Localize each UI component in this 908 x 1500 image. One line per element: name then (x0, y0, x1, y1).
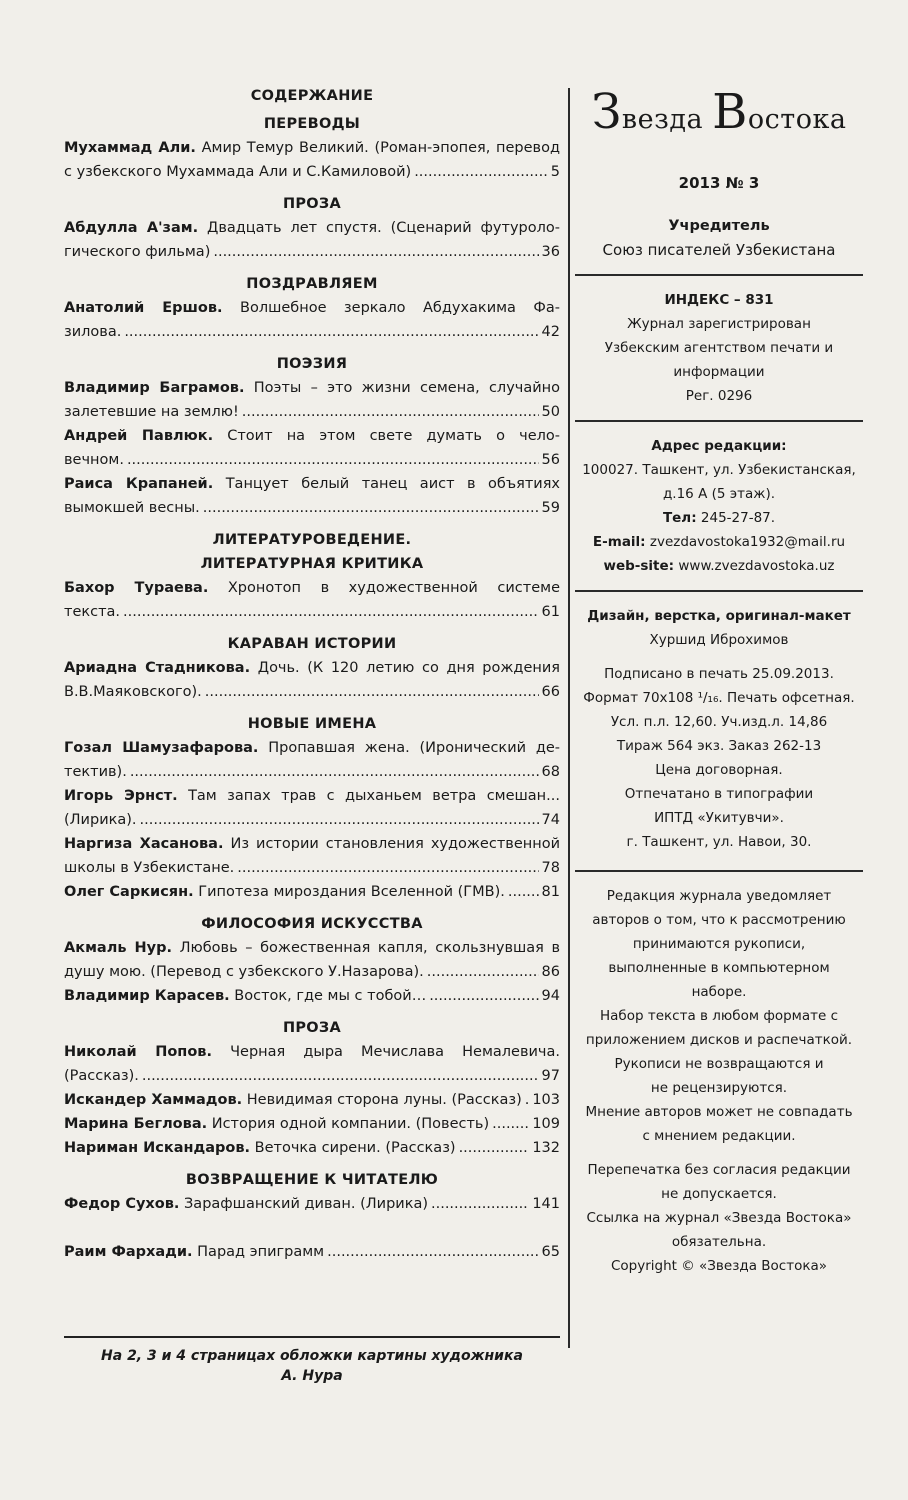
registration-line: Рег. 0296 (685, 388, 753, 404)
toc-page: 5 (550, 164, 560, 180)
toc-leader (205, 680, 539, 704)
toc-entry-line (64, 576, 560, 600)
toc-entry (64, 1240, 560, 1264)
toc-leader (327, 1240, 538, 1264)
toc-title-cont: вымокшей весны. (64, 500, 200, 516)
toc-title: История одной компании. (Повесть) (211, 1116, 490, 1132)
print-line: ИПТД «Укитувчи». (654, 810, 784, 826)
toc-page: 132 (532, 1140, 560, 1156)
toc-entry-line (64, 936, 560, 960)
toc-entry (64, 880, 560, 904)
toc-title-cont (64, 1136, 456, 1160)
notice-line: Редакция журнала уведомляет (606, 888, 832, 904)
toc-entry-line (64, 880, 560, 904)
toc-author: Искандер Хаммадов. (64, 1092, 243, 1108)
toc-title: Любовь – божественная капля, скользнувшая в (179, 940, 561, 956)
toc-author: Гозал Шамузафарова. (64, 740, 259, 756)
toc-entry-line (64, 376, 560, 400)
toc-page: 81 (541, 884, 560, 900)
print-line: Подписано в печать 25.09.2013. (604, 666, 834, 682)
toc-title-cont: В.В.Маяковского). (64, 684, 202, 700)
section-heading: ПОЗДРАВЛЯЕМ (246, 276, 378, 292)
print-line: г. Ташкент, ул. Навои, 30. (626, 834, 812, 850)
toc-author: Мухаммад Али. (64, 140, 196, 156)
toc-title-cont: тектив). (64, 764, 127, 780)
toc-entry-line (64, 1088, 560, 1112)
toc-entry (64, 736, 560, 784)
toc-author: Марина Беглова. (64, 1116, 208, 1132)
toc-author: Федор Сухов. (64, 1196, 180, 1212)
toc-leader (237, 856, 538, 880)
toc-leader (213, 240, 538, 264)
toc-entry (64, 1136, 560, 1160)
founder-heading: Учредитель (668, 218, 770, 234)
reprint-line: не допускается. (661, 1186, 777, 1202)
toc-entry-line (64, 320, 560, 344)
print-line: Отпечатано в типографии (624, 786, 814, 802)
toc-title: Волшебное зеркало Абдухакима Фа- (240, 300, 560, 316)
toc-title-cont: (Лирика). (64, 812, 137, 828)
email: E-mail: zvezdavostoka1932@mail.ru (592, 534, 846, 550)
toc-page: 61 (541, 604, 560, 620)
toc-title-cont: с узбекского Мухаммада Али и С.Камиловой) (64, 164, 412, 180)
toc-title: Поэты – это жизни семена, случайно (253, 380, 561, 396)
toc-title: Амир Темур Великий. (Роман-эпопея, перевод (201, 140, 560, 156)
toc-leader (508, 880, 539, 904)
toc-entry-line (64, 1064, 560, 1088)
toc-title-cont: текста. (64, 604, 121, 620)
reprint-line: Ссылка на журнал «Звезда Востока» (586, 1210, 852, 1226)
toc-leader (130, 760, 539, 784)
toc-author: Ариадна Стадникова. (64, 660, 251, 676)
toc-entry-line (64, 784, 560, 808)
toc-page: 68 (541, 764, 560, 780)
section-heading: КАРАВАН ИСТОРИИ (227, 636, 397, 652)
toc-page: 78 (541, 860, 560, 876)
toc-leader (124, 320, 538, 344)
toc-author: Раим Фархади. (64, 1244, 193, 1260)
toc-author: Андрей Павлюк. (64, 428, 214, 444)
toc-author: Нариман Искандаров. (64, 1140, 251, 1156)
section-heading: ПОЭЗИЯ (276, 356, 348, 372)
toc-entry-line (64, 1192, 560, 1216)
toc-entry (64, 832, 560, 880)
toc-title: Хронотоп в художественной системе (227, 580, 560, 596)
toc-entry-line (64, 240, 560, 264)
phone: Тел: 245-27-87. (662, 510, 776, 526)
toc-title-cont (64, 1088, 522, 1112)
divider (575, 274, 863, 276)
toc-entry-line (64, 136, 560, 160)
toc-entry-line (64, 680, 560, 704)
toc-leader (492, 1112, 529, 1136)
toc-entry (64, 1192, 560, 1216)
toc-leader (142, 1064, 539, 1088)
toc-author: Олег Саркисян. (64, 884, 194, 900)
toc-page: 50 (541, 404, 560, 420)
section-heading: ПРОЗА (282, 1020, 342, 1036)
reprint-notice (575, 1158, 863, 1254)
toc-author: Бахор Тураева. (64, 580, 209, 596)
address-line: д.16 А (5 этаж). (662, 486, 776, 502)
section-heading: НОВЫЕ ИМЕНА (247, 716, 377, 732)
table-of-contents (64, 84, 560, 1264)
toc-title-cont: душу мою. (Перевод с узбекского У.Назарова). (64, 964, 424, 980)
toc-author: Наргиза Хасанова. (64, 836, 224, 852)
notice-line: Мнение авторов может не совпадать (585, 1104, 853, 1120)
reprint-line: обязательна. (671, 1234, 767, 1250)
print-line: Цена договорная. (655, 762, 783, 778)
toc-leader (203, 496, 539, 520)
founder-name: Союз писателей Узбекистана (602, 241, 836, 259)
toc-entry-line (64, 400, 560, 424)
design-heading: Дизайн, верстка, оригинал-макет (587, 608, 851, 624)
registration-line: информации (673, 364, 765, 380)
toc-page: 36 (541, 244, 560, 260)
toc-entry-line (64, 760, 560, 784)
toc-title-cont (64, 880, 505, 904)
toc-entry (64, 1112, 560, 1136)
toc-entry-line (64, 448, 560, 472)
toc-entry-line (64, 960, 560, 984)
toc-entry (64, 424, 560, 472)
toc-page: 103 (532, 1092, 560, 1108)
toc-entry (64, 472, 560, 520)
registration-line: Узбекским агентством печати и (604, 340, 834, 356)
toc-title: Там запах трав с дыханьем ветра смешан... (188, 788, 560, 804)
toc-entry-line (64, 1112, 560, 1136)
notice-line: Рукописи не возвращаются и (614, 1056, 824, 1072)
toc-title-cont (64, 1240, 324, 1264)
toc-entry (64, 1088, 560, 1112)
toc-entry-line (64, 424, 560, 448)
section-heading: ПРОЗА (282, 196, 342, 212)
toc-title-cont (64, 1192, 428, 1216)
toc-leader (525, 1088, 530, 1112)
toc-leader (242, 400, 539, 424)
toc-entry-line (64, 216, 560, 240)
toc-entry-line (64, 736, 560, 760)
notice-line: выполненные в компьютерном (608, 960, 830, 976)
notice-line: Набор текста в любом формате с (599, 1008, 839, 1024)
toc-title: Дочь. (К 120 летию со дня рождения (257, 660, 560, 676)
toc-leader (459, 1136, 530, 1160)
toc-leader (429, 984, 538, 1008)
toc-entry-line (64, 160, 560, 184)
divider (575, 590, 863, 592)
toc-entry (64, 136, 560, 184)
toc-title: Из истории становления художественной (230, 836, 560, 852)
toc-entry-line (64, 600, 560, 624)
toc-title: Двадцать лет спустя. (Сценарий футуроло- (207, 220, 560, 236)
toc-entry-line (64, 1136, 560, 1160)
toc-leader (427, 960, 539, 984)
toc-entry-line (64, 808, 560, 832)
toc-title-cont: залетевшие на землю! (64, 404, 239, 420)
toc-title: Зарафшанский диван. (Лирика) (184, 1196, 428, 1212)
toc-entry-line (64, 472, 560, 496)
toc-title-cont: вечном. (64, 452, 124, 468)
toc-title: Танцует белый танец аист в объятиях (225, 476, 560, 492)
toc-page: 65 (541, 1244, 560, 1260)
registration-line: Журнал зарегистрирован (627, 316, 811, 332)
section-heading: ПЕРЕВОДЫ (263, 116, 361, 132)
toc-title-cont: (Рассказ). (64, 1068, 139, 1084)
toc-leader (123, 600, 539, 624)
reprint-line: Перепечатка без согласия редакции (587, 1162, 851, 1178)
notice-line: наборе. (691, 984, 747, 1000)
print-line: Формат 70х108 ¹/₁₆. Печать офсетная. (583, 690, 855, 706)
masthead (575, 84, 863, 1278)
toc-author: Николай Попов. (64, 1044, 212, 1060)
section-heading: ФИЛОСОФИЯ ИСКУССТВА (201, 916, 423, 932)
toc-page: 66 (541, 684, 560, 700)
toc-page: 59 (541, 500, 560, 516)
toc-entry (64, 984, 560, 1008)
notice-line: с мнением редакции. (642, 1128, 796, 1144)
cover-note-line: На 2, 3 и 4 страницах обложки картины художника (101, 1348, 523, 1364)
toc-author: Акмаль Нур. (64, 940, 173, 956)
divider (575, 420, 863, 422)
print-line: Тираж 564 экз. Заказ 262-13 (616, 738, 822, 754)
toc-title: Пропавшая жена. (Иронический де- (268, 740, 560, 756)
section-heading: ВОЗВРАЩЕНИЕ К ЧИТАТЕЛЮ (185, 1172, 439, 1188)
toc-entry-line (64, 1040, 560, 1064)
toc-entry-line (64, 496, 560, 520)
designer-name: Хуршид Иброхимов (649, 632, 789, 648)
address (575, 458, 863, 506)
toc-page: 86 (541, 964, 560, 980)
cover-note (64, 1336, 560, 1386)
toc-title-cont (64, 1112, 489, 1136)
issue-number: 2013 № 3 (678, 174, 760, 192)
toc-entry (64, 216, 560, 264)
toc-entry (64, 784, 560, 832)
notice-line: не рецензируются. (650, 1080, 788, 1096)
toc-title: Стоит на этом свете думать о чело- (227, 428, 560, 444)
toc-entry-line (64, 1240, 560, 1264)
column-divider (568, 88, 570, 1348)
toc-entry (64, 296, 560, 344)
toc-page: 94 (541, 988, 560, 1004)
toc-title: Невидимая сторона луны. (Рассказ) (246, 1092, 522, 1108)
notice-line: авторов о том, что к рассмотрению (592, 912, 846, 928)
copyright: Copyright © «Звезда Востока» (610, 1258, 828, 1274)
divider (575, 870, 863, 872)
toc-entry (64, 1040, 560, 1088)
toc-leader (140, 808, 539, 832)
toc-author: Игорь Эрнст. (64, 788, 178, 804)
website: web-site: www.zvezdavostoka.uz (603, 558, 835, 574)
toc-entry-line (64, 296, 560, 320)
index-number: ИНДЕКС – 831 (664, 292, 774, 308)
toc-title-cont: школы в Узбекистане. (64, 860, 235, 876)
toc-title: Черная дыра Мечислава Немалевича. (230, 1044, 560, 1060)
submission-notice (575, 884, 863, 1148)
toc-leader (127, 448, 539, 472)
toc-title-cont: гического фильма) (64, 244, 211, 260)
toc-title-cont (64, 984, 426, 1008)
toc-title-heading: СОДЕРЖАНИЕ (250, 88, 374, 104)
address-line: 100027. Ташкент, ул. Узбекистанская, (582, 462, 856, 478)
notice-line: принимаются рукописи, (632, 936, 806, 952)
toc-entry-line (64, 984, 560, 1008)
cover-note-artist: А. Нура (281, 1368, 343, 1384)
toc-leader (431, 1192, 529, 1216)
toc-title-cont: зилова. (64, 324, 122, 340)
section-heading: ЛИТЕРАТУРОВЕДЕНИЕ. (212, 532, 412, 548)
toc-author: Абдулла А'зам. (64, 220, 199, 236)
toc-entry-line (64, 832, 560, 856)
toc-title: Парад эпиграмм (197, 1244, 325, 1260)
toc-entry (64, 656, 560, 704)
toc-entry-line (64, 856, 560, 880)
journal-logo: Звезда Востока (591, 84, 847, 140)
toc-entry-line (64, 656, 560, 680)
section-heading: ЛИТЕРАТУРНАЯ КРИТИКА (200, 556, 424, 572)
registration-info (575, 312, 863, 408)
toc-entry (64, 936, 560, 984)
toc-title: Восток, где мы с тобой… (234, 988, 427, 1004)
toc-author: Анатолий Ершов. (64, 300, 223, 316)
toc-page: 56 (541, 452, 560, 468)
address-heading: Адрес редакции: (651, 438, 787, 454)
toc-page: 42 (541, 324, 560, 340)
print-line: Усл. п.л. 12,60. Уч.изд.л. 14,86 (610, 714, 828, 730)
toc-author: Владимир Баграмов. (64, 380, 245, 396)
toc-page: 109 (532, 1116, 560, 1132)
toc-title: Веточка сирени. (Рассказ) (254, 1140, 456, 1156)
toc-page: 141 (532, 1196, 560, 1212)
toc-page: 97 (541, 1068, 560, 1084)
toc-leader (414, 160, 548, 184)
toc-author: Раиса Крапаней. (64, 476, 214, 492)
toc-author: Владимир Карасев. (64, 988, 230, 1004)
notice-line: приложением дисков и распечаткой. (585, 1032, 853, 1048)
toc-title: Гипотеза мироздания Вселенной (ГМВ). (198, 884, 505, 900)
toc-entry (64, 576, 560, 624)
print-info (575, 662, 863, 854)
toc-page: 74 (541, 812, 560, 828)
toc-entry (64, 376, 560, 424)
